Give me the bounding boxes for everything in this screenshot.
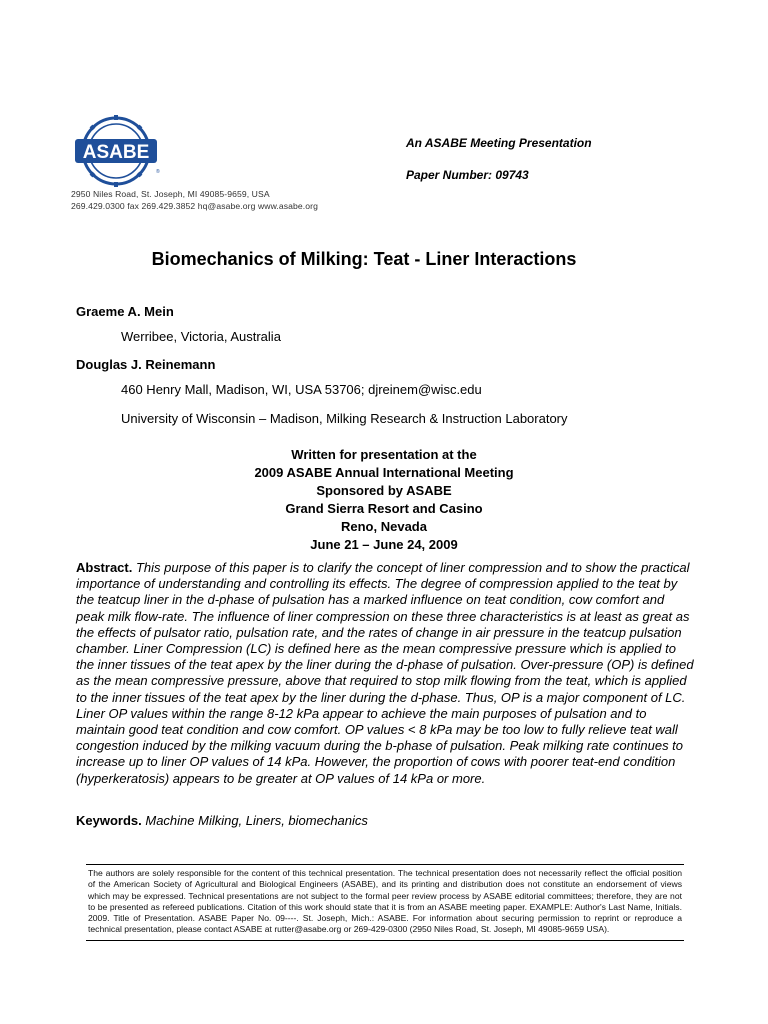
asabe-logo-block: [68, 115, 336, 215]
paper-number: Paper Number: 09743: [406, 168, 529, 182]
keywords-text: Machine Milking, Liners, biomechanics: [145, 813, 368, 828]
author-affiliation: University of Wisconsin – Madison, Milking Research & Instruction Laboratory: [121, 411, 568, 426]
date-line: June 21 – June 24, 2009: [310, 537, 458, 552]
author-affiliation: Werribee, Victoria, Australia: [121, 329, 281, 344]
venue-line: Grand Sierra Resort and Casino: [285, 501, 483, 516]
asabe-logo: [72, 115, 168, 187]
meeting-presentation-label: An ASABE Meeting Presentation: [406, 136, 592, 150]
logo-wordmark: ASABE: [82, 142, 150, 163]
disclaimer-text: The authors are solely responsible for the content of this technical presentation. The technical presentation does not necessarily reflect the official position of the American Society of Agricultural and Biological Engineers (ASABE), and its printing and distribution does not constitute an endorsement of views which may be expressed. Technical presentations are not subject to the formal peer review process by ASABE editorial committees; therefore, they are not to be presented as refereed publications. Citation of this work should state that it is from an ASABE meeting paper. EXAMPLE: Author's Last Name, Initials. 2009. Title of Presentation. ASABE Paper No. 09----. St. Joseph, Mich.: ASABE. For information about securing permission to reprint or reproduce a technical presentation, please contact ASABE at rutter@asabe.org or 269-429-0300 (2950 Niles Road, St. Joseph, MI 49085-9659 USA).: [88, 868, 682, 935]
address-line: 2950 Niles Road, St. Joseph, MI 49085-9659, USA: [71, 189, 270, 199]
disclaimer-box: [86, 864, 684, 941]
keywords: [76, 813, 368, 828]
contact-line: 269.429.0300 fax 269.429.3852 hq@asabe.org www.asabe.org: [71, 201, 319, 211]
meeting-name: 2009 ASABE Annual International Meeting: [254, 465, 514, 480]
sponsor-line: Sponsored by ASABE: [316, 483, 452, 498]
svg-text:®: ®: [156, 169, 160, 175]
author-name: Graeme A. Mein: [76, 304, 174, 319]
abstract-text: This purpose of this paper is to clarify the concept of liner compression and to show the practical importance of understanding and controlling its effects. The degree of compression applied to the teat by the teatcup liner in the d-phase of pulsation has a marked influence on teat condition, cow comfort and peak milk flow-rate. The influence of liner compression on these three characteristics is at least as great as the effects of pulsator ratio, pulsation rate, and the rates of change in air pressure in the teatcup pulsation chamber. Liner Compression (LC) is defined here as the mean compressive pressure which is applied to the inner tissues of the teat apex by the liner during the d-phase of pulsation. Over-pressure (OP) is defined as the mean compressive pressure, above that required to stop milk flowing from the teat, which is applied to the inner tissues of the teat apex by the liner during the d-phase. Thus, OP is a major component of LC. Liner OP values within the range 8-12 kPa appear to achieve the main purposes of pulsation and to maintain good teat condition and cow comfort. OP values < 8 kPa may be too low to fully relieve teat wall congestion induced by the milking vacuum during the b-phase of pulsation. Peak milking rate continues to increase up to liner OP values of 14 kPa. However, the proportion of cows with poorer teat-end condition (hyperkeratosis) appears to be greater at OP values of 14 kPa or more.: [76, 560, 694, 786]
author-name: Douglas J. Reinemann: [76, 357, 216, 372]
location-line: Reno, Nevada: [341, 519, 427, 534]
presentation-line: Written for presentation at the: [291, 447, 477, 462]
paper-title: Biomechanics of Milking: Teat - Liner Interactions: [151, 249, 577, 269]
abstract-label: Abstract.: [76, 560, 136, 575]
keywords-label: Keywords.: [76, 813, 146, 828]
author-affiliation: 460 Henry Mall, Madison, WI, USA 53706; djreinem@wisc.edu: [121, 382, 482, 397]
abstract: [76, 560, 696, 787]
presentation-info: [0, 446, 768, 554]
